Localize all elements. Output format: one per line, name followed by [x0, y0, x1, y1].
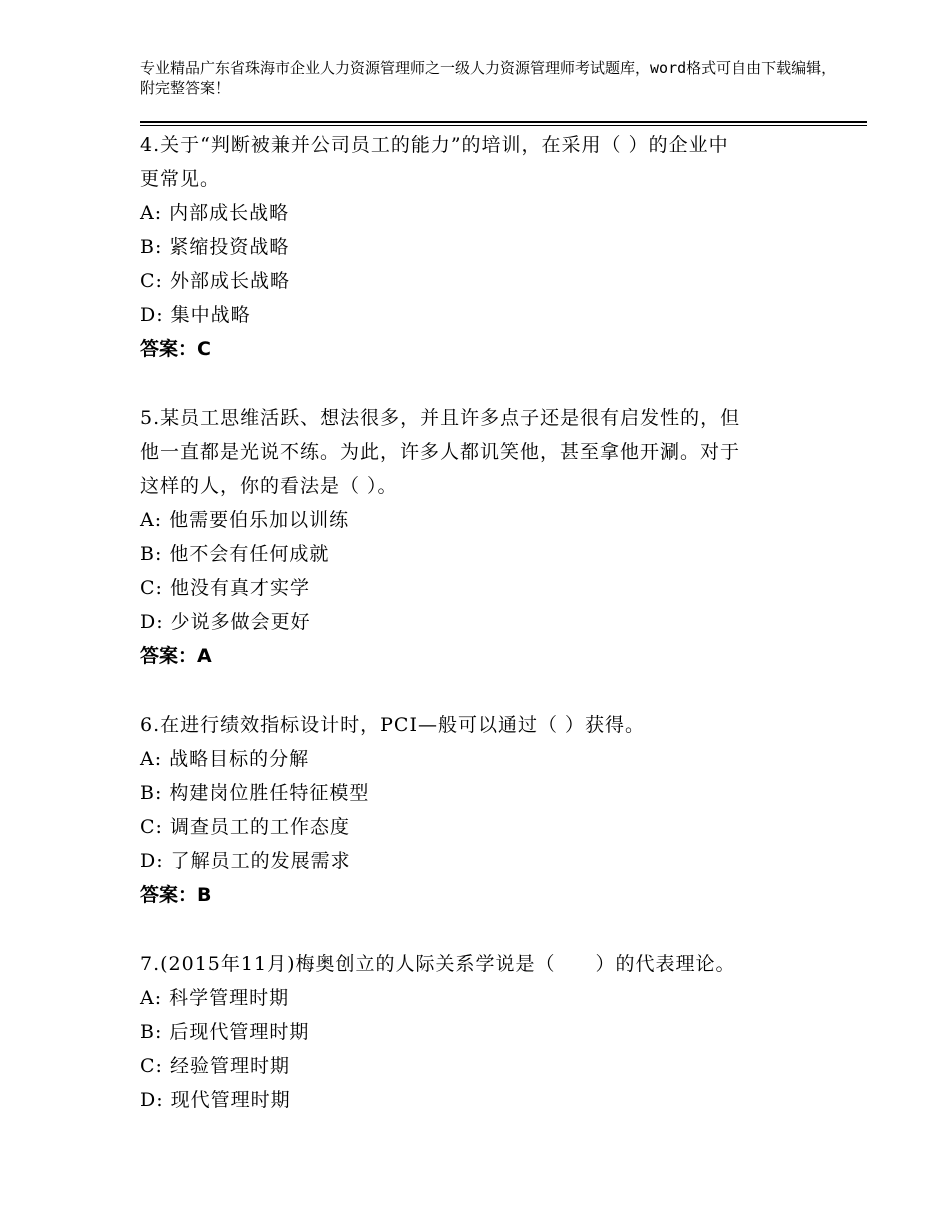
question-text-line: 7.(2015年11月)梅奥创立的人际关系学说是（ ）的代表理论。: [140, 953, 736, 975]
option-a: A: 内部成长战略: [140, 202, 290, 224]
question-5: [140, 401, 840, 673]
question-list: [140, 128, 840, 1117]
option-c: C: 外部成长战略: [140, 270, 290, 292]
option-b: B: 紧缩投资战略: [140, 236, 290, 258]
option-c: C: 他没有真才实学: [140, 577, 310, 599]
question-text-line: 这样的人，你的看法是（ ）。: [140, 475, 398, 497]
option-d: D: 少说多做会更好: [140, 611, 311, 633]
answer: 答案：C: [140, 338, 211, 360]
option-b: B: 后现代管理时期: [140, 1021, 310, 1043]
option-b: B: 构建岗位胜任特征模型: [140, 782, 370, 804]
option-d: D: 现代管理时期: [140, 1089, 291, 1111]
option-a: A: 战略目标的分解: [140, 748, 310, 770]
question-6: [140, 708, 840, 912]
answer: 答案：B: [140, 884, 212, 906]
document-header: 专业精品广东省珠海市企业人力资源管理师之一级人力资源管理师考试题库，word格式可自由下载编辑，附完整答案！: [140, 59, 837, 97]
question-text-line: 6.在进行绩效指标设计时，PCI—般可以通过（ ）获得。: [140, 714, 645, 736]
option-b: B: 他不会有任何成就: [140, 543, 330, 565]
option-d: D: 了解员工的发展需求: [140, 850, 351, 872]
question-text-line: 4.关于“判断被兼并公司员工的能力”的培训，在采用（ ）的企业中: [140, 134, 729, 156]
question-7: [140, 947, 840, 1117]
question-4: [140, 128, 840, 366]
question-text-line: 5.某员工思维活跃、想法很多，并且许多点子还是很有启发性的，但: [140, 407, 741, 429]
answer: 答案：A: [140, 645, 212, 667]
header-rule-thin: [140, 125, 867, 126]
option-c: C: 调查员工的工作态度: [140, 816, 350, 838]
option-a: A: 他需要伯乐加以训练: [140, 509, 350, 531]
question-text-line: 更常见。: [140, 168, 221, 190]
header-rule-thick: [140, 121, 867, 123]
option-a: A: 科学管理时期: [140, 987, 290, 1009]
option-c: C: 经验管理时期: [140, 1055, 290, 1077]
question-text-line: 他一直都是光说不练。为此，许多人都讥笑他，甚至拿他开涮。对于: [140, 441, 741, 463]
option-d: D: 集中战略: [140, 304, 251, 326]
